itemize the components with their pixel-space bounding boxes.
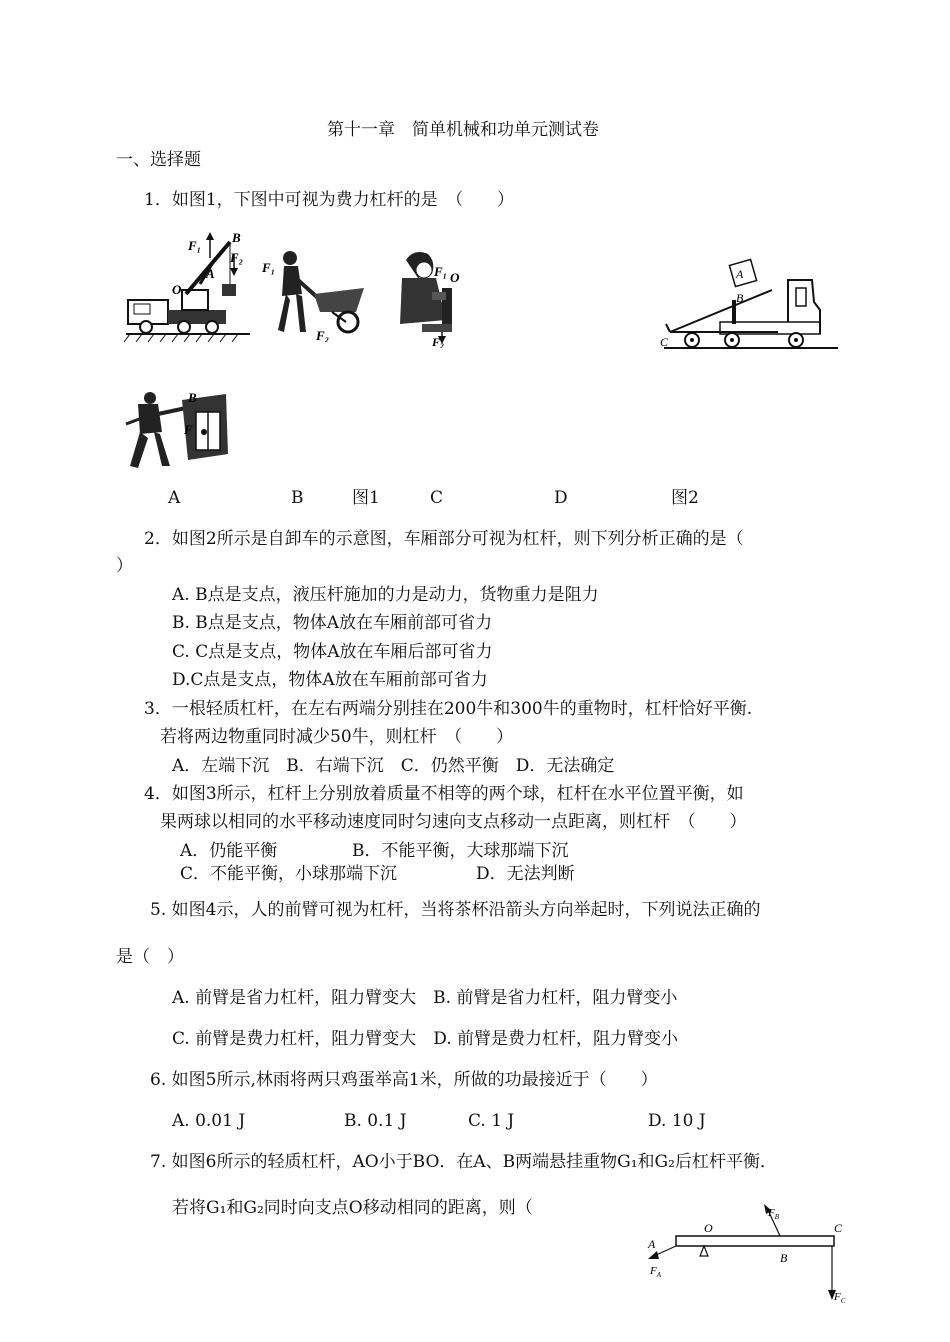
q2-option-b: B. B点是支点，物体A放在车厢前部可省力 [172, 613, 493, 633]
lever-label-o: O [704, 1221, 713, 1235]
q4-option-c: C．不能平衡，小球那端下沉 [180, 864, 398, 884]
crane-label-a: A [206, 266, 215, 281]
q6-option-a: A. 0.01 J [172, 1111, 246, 1131]
caption-b: B [291, 488, 304, 508]
question-2: 2．如图2所示是自卸车的示意图，车厢部分可视为杠杆，则下列分析正确的是（ [144, 529, 744, 549]
crane-label-o: O [172, 282, 182, 297]
woman-label-f1: F₁ [434, 264, 448, 279]
q4-option-a: A．仍能平衡 [180, 841, 278, 861]
worker-door-figure [122, 390, 234, 470]
q3-options: A．左端下沉 B．右端下沉 C．仍然平衡 D．无法确定 [172, 756, 615, 776]
question-4: 4．如图3所示，杠杆上分别放着质量不相等的两个球，杠杆在水平位置平衡，如 [144, 784, 744, 804]
q4-option-b: B．不能平衡，大球那端下沉 [352, 841, 569, 861]
worker-label-f: F [184, 422, 193, 437]
page-title: 第十一章 简单机械和功单元测试卷 [327, 120, 599, 140]
question-4-cont: 果两球以相同的水平移动速度同时匀速向支点移动一点距离，则杠杆 （ ） [160, 812, 747, 832]
worker-label-b: B [188, 390, 197, 405]
q5-options-cd: C. 前臂是费力杠杆，阻力臂变大 D. 前臂是费力杠杆，阻力臂变小 [172, 1029, 679, 1049]
lever-figure [640, 1198, 850, 1308]
caption-c: C [430, 488, 444, 508]
question-5-cont: 是（ ） [116, 947, 184, 967]
woman-label-o: O [450, 270, 460, 285]
wheelbarrow-figure [260, 250, 370, 342]
woman-tool-figure [396, 248, 482, 348]
caption-fig2: 图2 [671, 488, 699, 508]
question-7-cont: 若将G₁和G₂同时向支点O移动相同的距离，则（ [172, 1198, 533, 1218]
question-1: 1．如图1，下图中可视为费力杠杆的是 （ ） [144, 190, 515, 210]
lever-label-a: A [648, 1237, 656, 1251]
lever-label-c: C [834, 1221, 843, 1235]
q2-option-d: D.C点是支点，物体A放在车厢前部可省力 [172, 670, 488, 690]
woman-label-f2: F₂ [432, 335, 445, 348]
caption-d: D [554, 488, 568, 508]
q5-options-ab: A. 前臂是省力杠杆，阻力臂变大 B. 前臂是省力杠杆，阻力臂变小 [172, 988, 678, 1008]
q2-option-c: C. C点是支点，物体A放在车厢后部可省力 [172, 642, 493, 662]
lever-label-fa: $F_A$ [650, 1265, 662, 1279]
question-5: 5. 如图4示，人的前臂可视为杠杆，当将茶杯沿箭头方向举起时，下列说法正确的 [150, 900, 761, 920]
truck-label-c: C [660, 335, 669, 349]
q6-option-d: D. 10 J [648, 1111, 706, 1131]
lever-label-fb: $F_B$ [768, 1207, 780, 1221]
question-7: 7. 如图6所示的轻质杠杆，AO小于BO．在A、B两端悬挂重物G₁和G₂后杠杆平衡． [150, 1152, 777, 1172]
question-6: 6. 如图5所示,林雨将两只鸡蛋举高1米，所做的功最接近于（ ） [150, 1070, 658, 1090]
question-3-cont: 若将两边物重同时减少50牛，则杠杆 （ ） [160, 727, 514, 747]
q6-option-b: B. 0.1 J [344, 1111, 407, 1131]
q4-option-d: D．无法判断 [476, 864, 575, 884]
barrow-label-f1: F₁ [262, 260, 276, 275]
crane-figure [122, 228, 254, 344]
truck-label-b: B [736, 291, 744, 305]
section-heading: 一、选择题 [116, 150, 201, 170]
crane-label-f1: F₁ [188, 238, 202, 253]
caption-fig1: 图1 [352, 488, 380, 508]
caption-a: A [168, 488, 181, 508]
barrow-label-f2: F₂ [316, 328, 330, 342]
q2-option-a: A. B点是支点，液压杆施加的力是动力，货物重力是阻力 [172, 585, 599, 605]
dump-truck-figure [656, 252, 842, 360]
question-2-cont: ） [116, 556, 133, 576]
crane-label-b: B [232, 230, 241, 245]
lever-label-b: B [780, 1251, 788, 1265]
lever-label-fc: $F_C$ [834, 1291, 846, 1305]
crane-label-f2: F₂ [230, 250, 244, 265]
truck-label-a: A [736, 267, 744, 281]
question-3: 3．一根轻质杠杆，在左右两端分别挂在200牛和300牛的重物时，杠杆恰好平衡. [144, 699, 753, 719]
q6-option-c: C. 1 J [468, 1111, 515, 1131]
